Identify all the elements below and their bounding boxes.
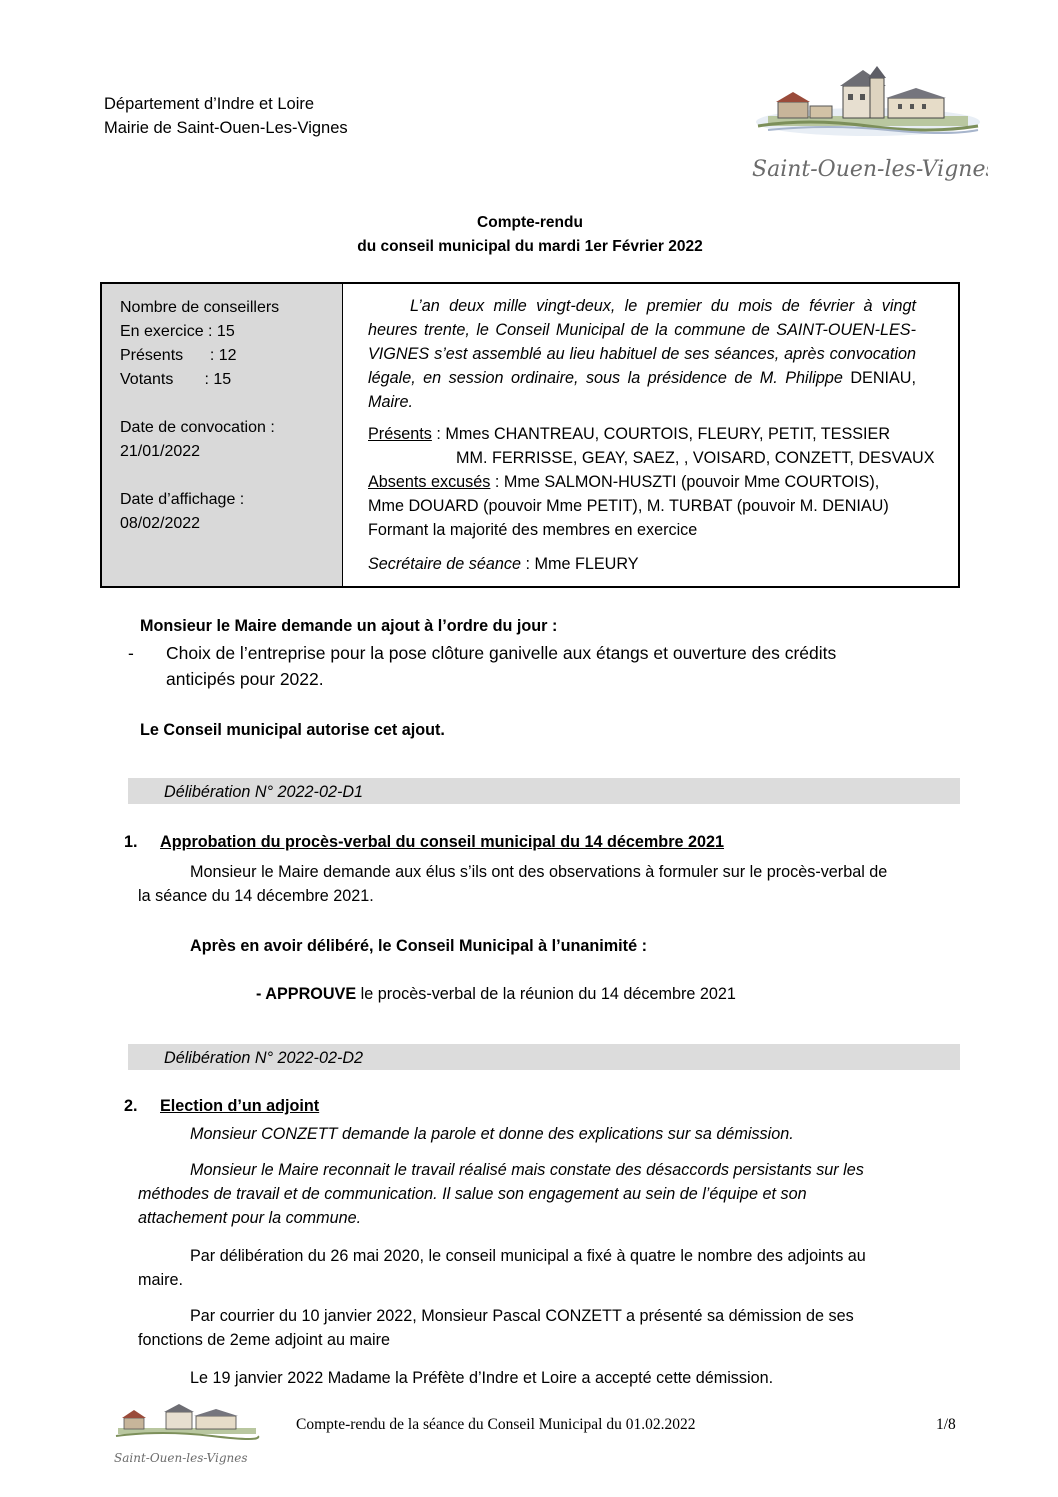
agenda-item-line1: Choix de l’entreprise pour la pose clôture ganivelle aux étangs et ouverture des crédits: [166, 643, 837, 663]
approves-keyword: - APPROUVE: [256, 985, 357, 1003]
castle-illustration: [748, 64, 988, 188]
deliberation-2-bar: [128, 1044, 960, 1070]
item-1-after-deliberation: Après en avoir délibéré, le Conseil Municipal à l’unanimité :: [190, 937, 647, 955]
stats-label: Nombre de conseillers: [120, 299, 280, 316]
agenda-item-line2: anticipés pour 2022.: [166, 669, 324, 689]
convocation-label: Date de convocation :: [120, 419, 275, 436]
item-2-p3-l2: maire.: [138, 1271, 183, 1289]
page-number: 1/8: [936, 1416, 956, 1433]
item-1-paragraph-l1: Monsieur le Maire demande aux élus s’ils ont des observations à formuler sur le procès-verbal de: [190, 863, 888, 881]
council-stats-cell: [102, 284, 343, 586]
item-1-paragraph-l2: la séance du 14 décembre 2021.: [138, 887, 374, 905]
item-2-p2: [138, 1158, 958, 1230]
posting-label: Date d’affichage :: [120, 491, 245, 508]
opening-paragraph: [368, 294, 916, 414]
item-2-p4-l1: Par courrier du 10 janvier 2022, Monsieur Pascal CONZETT a présenté sa démission de ses: [190, 1307, 854, 1325]
opening-text: L’an deux mille vingt-deux, le premier du mois de février à vingt heures trente, le Conseil Municipal de la commune de SAINT-OUEN-LES-VIGNES s’est assemblé au lieu habituel de ses séances, après convocation légale, en session ordinaire, sous la présidence de M. Philippe: [368, 297, 916, 387]
item-1-heading: Approbation du procès-verbal du conseil municipal du 14 décembre 2021: [160, 833, 725, 851]
footer-logo: [112, 1404, 262, 1472]
stats-in-office: En exercice : 15: [120, 323, 235, 340]
town-logo: [748, 64, 988, 188]
department-name: Département d’Indre et Loire: [104, 95, 315, 113]
item-1-number: 1.: [124, 833, 138, 851]
agenda-authorized: Le Conseil municipal autorise cet ajout.: [140, 721, 445, 739]
mayor-name: DENIAU,: [850, 369, 916, 387]
item-2-p5: Le 19 janvier 2022 Madame la Préfète d’Indre et Loire a accepté cette démission.: [190, 1369, 774, 1387]
deliberation-2-number: Délibération N° 2022-02-D2: [164, 1049, 364, 1067]
page-title: Compte-rendu: [477, 214, 583, 231]
footer-text: Compte-rendu de la séance du Conseil Municipal du 01.02.2022: [296, 1416, 696, 1433]
present-members: [368, 422, 916, 446]
item-2-number: 2.: [124, 1097, 138, 1115]
approves-text: le procès-verbal de la réunion du 14 décembre 2021: [356, 985, 736, 1003]
excused-label: Absents excusés: [368, 473, 491, 491]
mayor-title: Maire.: [368, 393, 413, 411]
secretary-label: Secrétaire de séance: [368, 555, 521, 573]
posting-date: 08/02/2022: [120, 515, 201, 532]
item-2-p4: [138, 1304, 958, 1352]
secretary-value: : Mme FLEURY: [520, 555, 639, 573]
item-1-decision: [256, 982, 736, 1006]
agenda-dash: -: [128, 643, 134, 663]
item-2-p4-l2: fonctions de 2eme adjoint au maire: [138, 1331, 390, 1349]
footer-castle-illustration: [112, 1404, 262, 1472]
item-2-p1: Monsieur CONZETT demande la parole et donne des explications sur sa démission.: [190, 1125, 794, 1143]
secretary: [368, 552, 916, 576]
stats-present: Présents : 12: [120, 347, 237, 364]
stats-voters: Votants : 15: [120, 371, 232, 388]
excused-members: [368, 470, 916, 494]
footer-logo-text: Saint-Ouen-les-Vignes: [114, 1451, 248, 1465]
item-2-p3: [138, 1244, 958, 1292]
item-2-p2-l1: Monsieur le Maire reconnait le travail réalisé mais constate des désaccords persistants sur les: [190, 1161, 864, 1179]
excused-line1: : Mme SALMON-HUSZTI (pouvoir Mme COURTOIS),: [490, 473, 880, 491]
item-2-p3-l1: Par délibération du 26 mai 2020, le conseil municipal a fixé à quatre le nombre des adjoints au: [190, 1247, 866, 1265]
present-men: MM. FERRISSE, GEAY, SAEZ, , VOISARD, CONZETT, DESVAUX: [456, 449, 935, 467]
deliberation-1-number: Délibération N° 2022-02-D1: [164, 783, 364, 801]
present-women: : Mmes CHANTREAU, COURTOIS, FLEURY, PETIT, TESSIER: [431, 425, 891, 443]
present-label: Présents: [368, 425, 432, 443]
logo-text: Saint-Ouen-les-Vignes: [752, 157, 988, 182]
majority-statement: Formant la majorité des membres en exercice: [368, 521, 698, 539]
excused-line2: Mme DOUARD (pouvoir Mme PETIT), M. TURBAT (pouvoir M. DENIAU): [368, 497, 889, 515]
session-info-box: [100, 282, 960, 588]
item-2-p2-l3: attachement pour la commune.: [138, 1209, 362, 1227]
session-details-cell: [368, 294, 935, 576]
item-2-heading: Election d’un adjoint: [160, 1097, 320, 1115]
mairie-name: Mairie de Saint-Ouen-Les-Vignes: [104, 119, 348, 137]
page-subtitle: du conseil municipal du mardi 1er Février 2022: [357, 238, 703, 255]
item-2-p2-l2: méthodes de travail et de communication. Il salue son engagement au sein de l’équipe et son: [138, 1185, 807, 1203]
deliberation-1-bar: [128, 778, 960, 804]
convocation-date: 21/01/2022: [120, 443, 201, 460]
agenda-intro: Monsieur le Maire demande un ajout à l’ordre du jour :: [140, 617, 558, 635]
